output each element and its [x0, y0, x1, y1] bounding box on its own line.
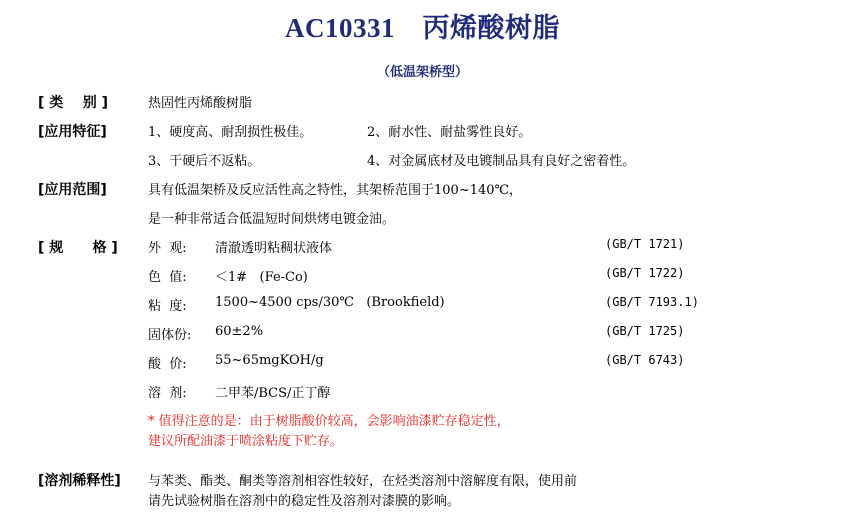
dilution-line: 与苯类、酯类、酮类等溶剂相容性较好，在烃类溶剂中溶解度有限，使用前	[148, 474, 578, 489]
warning-note-line: 建议所配油漆于喷涂粘度下贮存。	[148, 434, 344, 449]
spec-standard-color: (GB/T 1722)	[605, 266, 685, 280]
spec-name-solvent: 溶 剂:	[148, 386, 187, 401]
product-subtitle: （低温架桥型）	[376, 65, 468, 80]
feature-item: 2、耐水性、耐盐雾性良好。	[367, 125, 532, 140]
spec-standard-acid-value: (GB/T 6743)	[605, 353, 685, 367]
dilution-line: 请先试验树脂在溶剂中的稳定性及溶剂对漆膜的影响。	[148, 494, 461, 509]
scope-line: 是一种非常适合低温短时间烘烤电镀金油。	[148, 212, 396, 227]
spec-standard-appearance: (GB/T 1721)	[605, 237, 685, 251]
spec-name-solids: 固体份:	[148, 328, 192, 343]
category-text: 热固性丙烯酸树脂	[148, 96, 253, 111]
features-label: [应用特征]	[38, 124, 107, 140]
feature-item: 4、对金属底材及电镀制品具有良好之密着性。	[367, 154, 636, 169]
spec-standard-solids: (GB/T 1725)	[605, 324, 685, 338]
product-title: AC10331 丙烯酸树脂	[285, 13, 560, 43]
category-label: [ 类 别 ]	[38, 95, 109, 111]
spec-name-acid-value: 酸 价:	[148, 357, 187, 372]
spec-standard-viscosity: (GB/T 7193.1)	[605, 295, 699, 309]
scope-line: 具有低温架桥及反应活性高之特性，其架桥范围于100~140℃，	[148, 183, 523, 198]
spec-value-solvent: 二甲苯/BCS/正丁醇	[215, 386, 331, 401]
warning-note-line: * 值得注意的是：由于树脂酸价较高，会影响油漆贮存稳定性，	[148, 414, 510, 429]
spec-value-color: ＜1# (Fe-Co)	[215, 270, 308, 285]
spec-value-appearance: 清澈透明粘稠状液体	[215, 241, 333, 256]
spec-name-appearance: 外 观:	[148, 241, 187, 256]
feature-item: 1、硬度高、耐刮损性极佳。	[148, 125, 313, 140]
spec-value-viscosity: 1500~4500 cps/30℃ (Brookfield)	[215, 295, 445, 310]
scope-label: [应用范围]	[38, 182, 107, 198]
spec-name-color: 色 值:	[148, 270, 187, 285]
dilution-label: [溶剂稀释性]	[38, 473, 121, 489]
feature-item: 3、干硬后不返粘。	[148, 154, 261, 169]
spec-value-solids: 60±2%	[215, 324, 264, 339]
spec-value-acid-value: 55~65mgKOH/g	[215, 353, 324, 368]
spec-name-viscosity: 粘 度:	[148, 299, 187, 314]
specs-label: [ 规 格 ]	[38, 240, 118, 256]
